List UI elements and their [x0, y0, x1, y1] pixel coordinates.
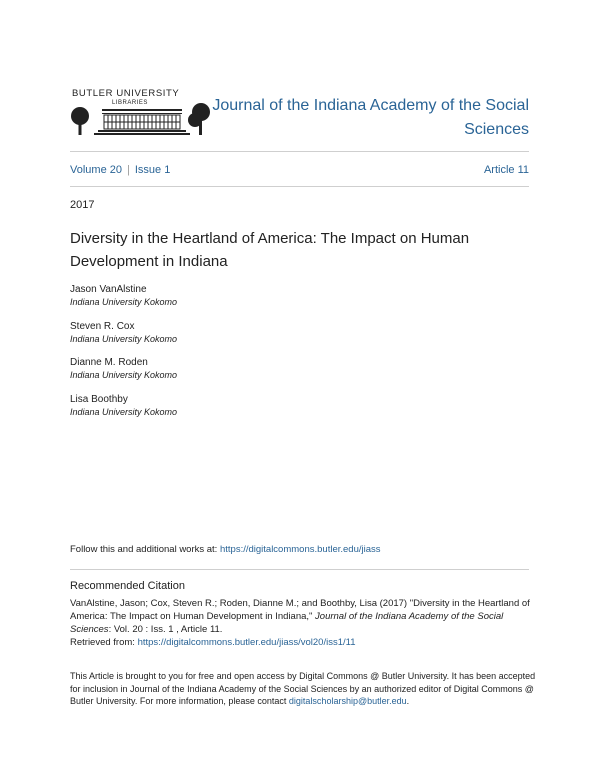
follow-line	[70, 544, 381, 555]
author-name: Jason VanAlstine	[70, 284, 147, 295]
recommended-citation-heading: Recommended Citation	[70, 580, 185, 592]
author-name: Dianne M. Roden	[70, 357, 148, 368]
citation-volume: : Vol. 20 : Iss. 1 , Article 11.	[108, 624, 223, 635]
retrieved-link[interactable]: https://digitalcommons.butler.edu/jiass/vol20/iss1/11	[137, 637, 356, 648]
follow-link[interactable]: https://digitalcommons.butler.edu/jiass	[219, 544, 381, 555]
author-name: Steven R. Cox	[70, 321, 135, 332]
header-rule-bottom	[70, 186, 529, 187]
access-notice-text: This Article is brought to you for free and open access by Digital Commons @ Butler University. It has been accepted for inclusion in Journal of the Indiana Academy of the Social Sciences by an authorized editor of Digital Commons @ Butler University. For more information, please contact	[70, 671, 536, 706]
author-affiliation: Indiana University Kokomo	[70, 407, 178, 417]
author-4	[70, 393, 177, 419]
logo-line2: LIBRARIES	[112, 100, 148, 106]
author-affiliation: Indiana University Kokomo	[70, 334, 178, 344]
logo-line1: BUTLER UNIVERSITY	[72, 88, 180, 99]
volume-link[interactable]: Volume 20	[70, 164, 122, 176]
contact-email-link[interactable]: digitalscholarship@butler.edu	[288, 696, 407, 706]
author-3	[70, 356, 177, 382]
citation-text	[70, 597, 532, 649]
publication-year: 2017	[70, 199, 95, 211]
author-2	[70, 320, 177, 346]
volume-issue-row: Volume 20 | Issue 1 Article 11	[70, 164, 529, 176]
follow-text: Follow this and additional works at:	[70, 544, 220, 555]
citation-body: VanAlstine, Jason; Cox, Steven R.; Roden, Dianne M.; and Boothby, Lisa (2017) "Diversity in the Heartland of America: The Impact on Human Development in Indiana,"	[70, 598, 530, 622]
retrieved-label: Retrieved from:	[70, 637, 138, 648]
issue-link[interactable]: Issue 1	[134, 164, 171, 176]
author-affiliation: Indiana University Kokomo	[70, 370, 178, 380]
article-number-link[interactable]: Article 11	[483, 164, 529, 176]
journal-title[interactable]: Journal of the Indiana Academy of the Social Sciences	[212, 97, 529, 138]
article-title: Diversity in the Heartland of America: The Impact on Human Development in Indiana	[70, 230, 470, 270]
author-1	[70, 283, 177, 309]
header-rule-top	[70, 151, 529, 152]
citation-journal: Journal of the Indiana Academy of the Social Sciences	[70, 611, 504, 635]
access-notice	[70, 670, 540, 708]
access-notice-end: .	[406, 696, 410, 706]
author-affiliation: Indiana University Kokomo	[70, 297, 178, 307]
butler-university-libraries-logo	[68, 84, 214, 138]
author-name: Lisa Boothby	[70, 394, 128, 405]
citation-rule	[70, 569, 529, 570]
